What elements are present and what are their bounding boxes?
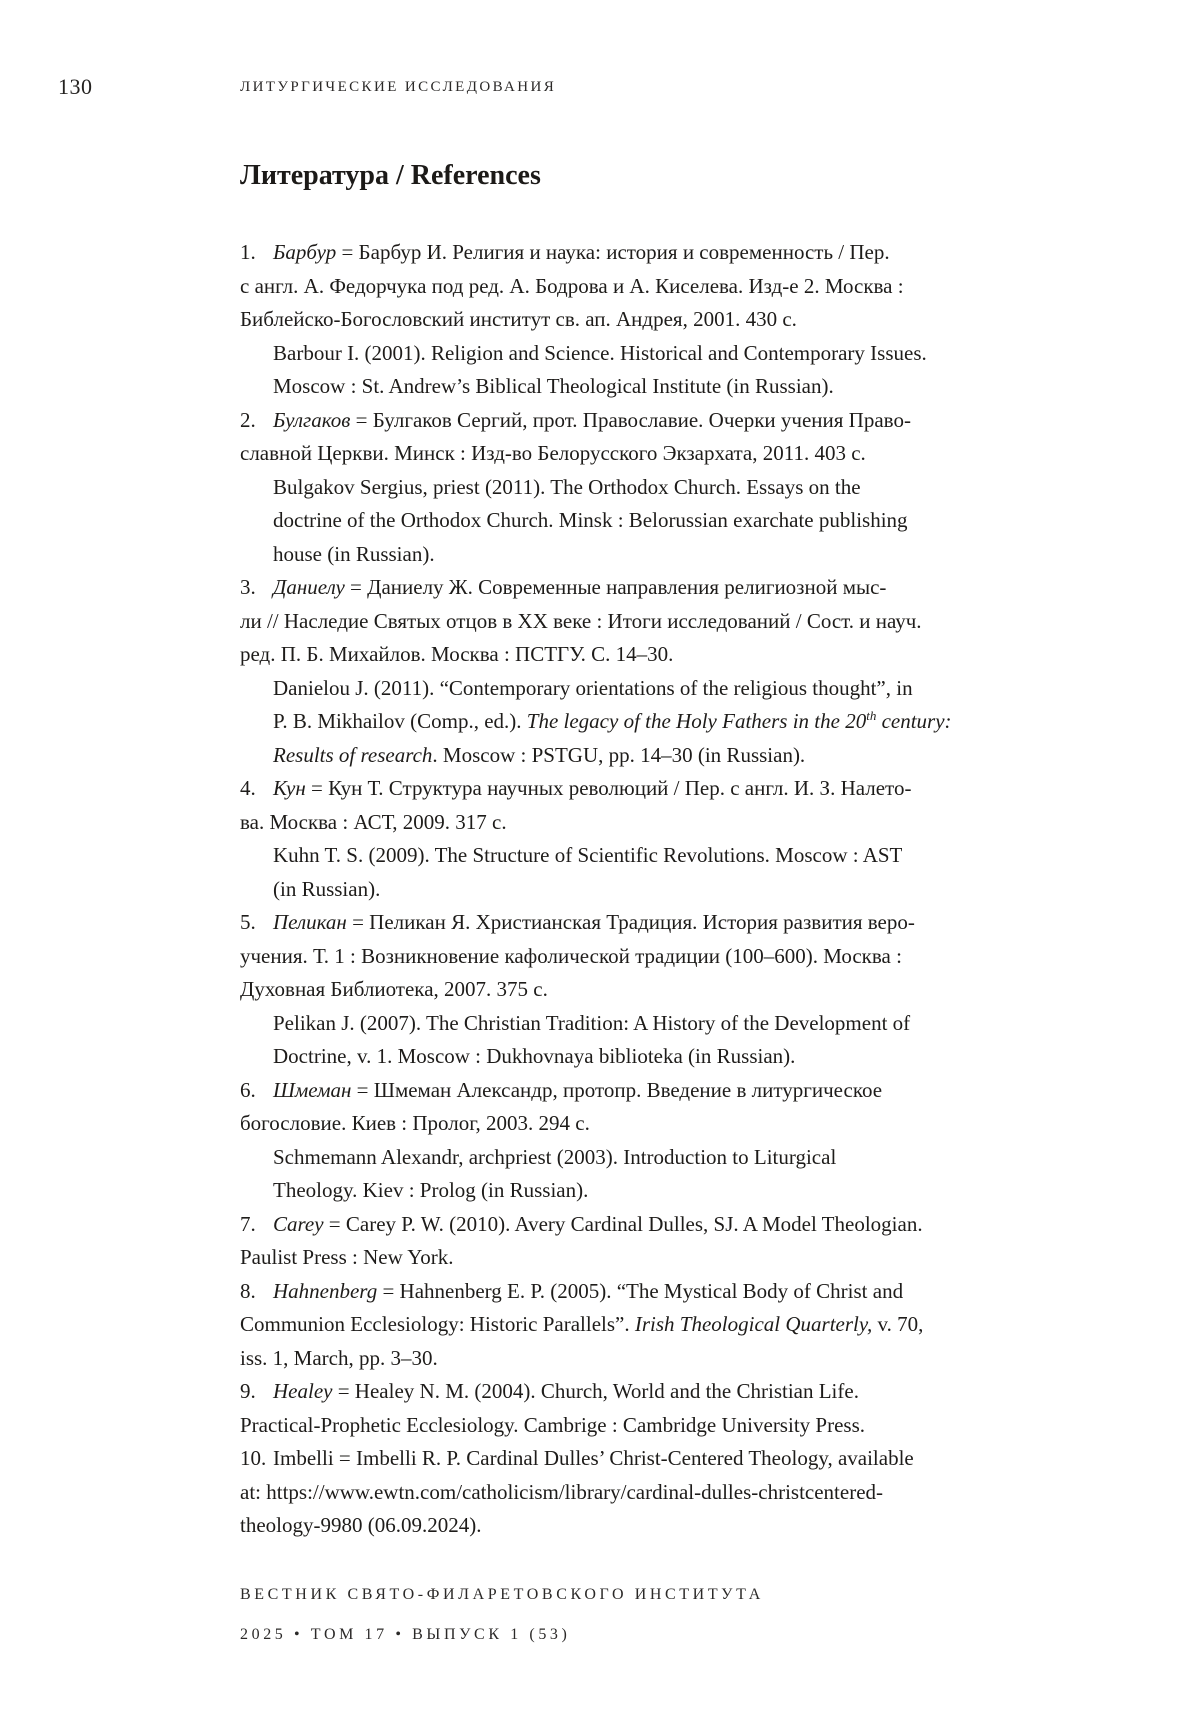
reference-line: Библейско-Богословский институт св. ап. Андрея, 2001. 430 с. — [240, 307, 797, 331]
reference-number: 8. — [240, 1278, 256, 1303]
reference-item — [240, 1074, 972, 1208]
reference-line: Results of research. Moscow : PSTGU, pp. 14–30 (in Russian). — [273, 742, 806, 767]
reference-number: 4. — [240, 776, 256, 800]
issue-info: 2025 • ТОМ 17 • ВЫПУСК 1 (53) — [240, 1626, 571, 1643]
page-number: 130 — [58, 74, 93, 99]
reference-line: с англ. А. Федорчука под ред. А. Бодрова и А. Киселева. Изд-е 2. Москва : — [240, 273, 904, 298]
reference-line: Communion Ecclesiology: Historic Parallels”. Irish Theological Quarterly, v. 70, — [240, 1312, 924, 1336]
reference-item — [240, 1442, 972, 1543]
reference-line: doctrine of the Orthodox Church. Minsk : Belorussian exarchate publishing — [273, 508, 908, 532]
reference-line: iss. 1, March, pp. 3–30. — [240, 1345, 438, 1370]
reference-line: (in Russian). — [273, 876, 381, 901]
reference-number: 6. — [240, 1077, 256, 1102]
reference-line: ва. Москва : АСТ, 2009. 317 с. — [240, 809, 507, 834]
reference-line: Theology. Kiev : Prolog (in Russian). — [273, 1178, 589, 1202]
reference-line: theology-9980 (06.09.2024). — [240, 1513, 482, 1537]
reference-line: Paulist Press : New York. — [240, 1245, 454, 1269]
reference-number: 5. — [240, 910, 256, 934]
reference-line: Духовная Библиотека, 2007. 375 с. — [240, 977, 548, 1001]
reference-line: Doctrine, v. 1. Moscow : Dukhovnaya biblioteka (in Russian). — [273, 1044, 796, 1068]
reference-line: house (in Russian). — [273, 541, 435, 566]
reference-item — [240, 404, 972, 572]
references-heading: Литература / References — [240, 160, 541, 191]
reference-item — [240, 236, 972, 404]
reference-line: богословие. Киев : Пролог, 2003. 294 с. — [240, 1111, 590, 1135]
reference-number: 1. — [240, 240, 256, 264]
reference-number: 2. — [240, 407, 256, 432]
reference-line: 6. Шмеман = Шмеман Александр, протопр. Введение в литургическое — [240, 1074, 972, 1108]
reference-line: 3. Даниелу = Даниелу Ж. Современные направления религиозной мыс- — [240, 571, 972, 605]
reference-line: ред. П. Б. Михайлов. Москва : ПСТГУ. С. 14–30. — [240, 642, 674, 666]
reference-number: 9. — [240, 1379, 256, 1403]
reference-line: 5. Пеликан = Пеликан Я. Христианская Традиция. История развития веро- — [240, 906, 972, 940]
reference-line: Schmemann Alexandr, archpriest (2003). Introduction to Liturgical — [273, 1144, 837, 1169]
reference-line: Kuhn T. S. (2009). The Structure of Scientific Revolutions. Moscow : AST — [273, 843, 903, 867]
reference-line: Practical-Prophetic Ecclesiology. Cambrige : Cambridge University Press. — [240, 1412, 865, 1437]
reference-item — [240, 906, 972, 1074]
reference-line: 1. Барбур = Барбур И. Религия и наука: история и современность / Пер. — [240, 236, 972, 270]
reference-line: ли // Наследие Святых отцов в XX веке : Итоги исследований / Сост. и науч. — [240, 608, 922, 633]
reference-line: 8. Hahnenberg = Hahnenberg E. P. (2005). “The Mystical Body of Christ and — [240, 1275, 972, 1309]
reference-line: Moscow : St. Andrew’s Biblical Theological Institute (in Russian). — [273, 374, 834, 398]
reference-line: P. B. Mikhailov (Comp., ed.). The legacy of the Holy Fathers in the 20th century: — [273, 708, 952, 733]
reference-line: Pelikan J. (2007). The Christian Tradition: A History of the Development of — [273, 1010, 911, 1035]
reference-item — [240, 1275, 972, 1376]
reference-line: учения. Т. 1 : Возникновение кафолической традиции (100–600). Москва : — [240, 943, 902, 968]
reference-item — [240, 1375, 972, 1442]
running-head: ЛИТУРГИЧЕСКИЕ ИССЛЕДОВАНИЯ — [240, 79, 557, 95]
reference-line: at: https://www.ewtn.com/catholicism/library/cardinal-dulles-christcentered- — [240, 1479, 884, 1504]
reference-item — [240, 571, 972, 772]
reference-line: 10. Imbelli = Imbelli R. P. Cardinal Dulles’ Christ-Centered Theology, available — [240, 1442, 972, 1476]
reference-line: 4. Кун = Кун Т. Структура научных революций / Пер. с англ. И. З. Налето- — [240, 772, 972, 806]
reference-item — [240, 772, 972, 906]
reference-line: 2. Булгаков = Булгаков Сергий, прот. Православие. Очерки учения Право- — [240, 404, 972, 438]
reference-line: 7. Carey = Carey P. W. (2010). Avery Cardinal Dulles, SJ. A Model Theologian. — [240, 1208, 972, 1242]
reference-item — [240, 1208, 972, 1275]
reference-line: Danielou J. (2011). “Contemporary orientations of the religious thought”, in — [273, 675, 913, 700]
references-list — [240, 236, 972, 1543]
reference-line: 9. Healey = Healey N. M. (2004). Church, World and the Christian Life. — [240, 1375, 972, 1409]
reference-number: 10. — [240, 1446, 267, 1470]
reference-number: 7. — [240, 1211, 256, 1236]
journal-name: ВЕСТНИК СВЯТО-ФИЛАРЕТОВСКОГО ИНСТИТУТА — [240, 1586, 764, 1603]
reference-line: славной Церкви. Минск : Изд-во Белорусского Экзархата, 2011. 403 с. — [240, 441, 866, 465]
reference-line: Bulgakov Sergius, priest (2011). The Orthodox Church. Essays on the — [273, 474, 861, 499]
reference-line: Barbour I. (2001). Religion and Science. Historical and Contemporary Issues. — [273, 340, 927, 365]
reference-number: 3. — [240, 575, 256, 599]
